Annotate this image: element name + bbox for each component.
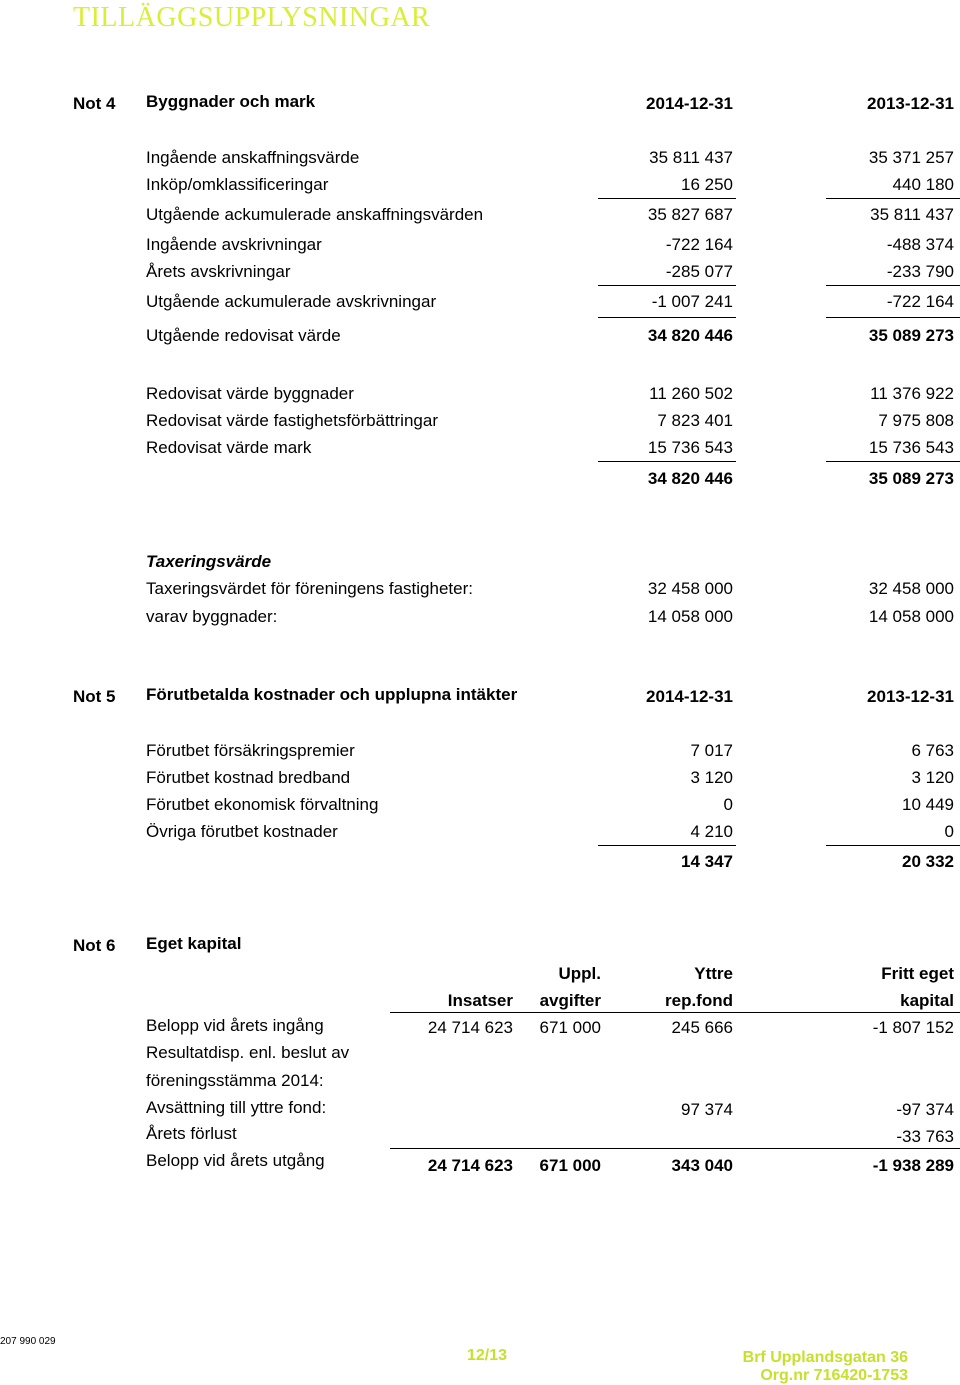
table-cell: 671 000 — [539, 1018, 601, 1037]
table-cell: 35 371 257 — [868, 148, 954, 167]
table-cell: 7 975 808 — [878, 411, 954, 430]
resdisp-line2: föreningsstämma 2014: — [146, 1071, 324, 1090]
divider — [826, 845, 960, 846]
divider — [598, 845, 736, 846]
table-cell: 11 376 922 — [870, 384, 954, 403]
table-cell: 671 000 — [539, 1156, 601, 1175]
yttre-header-line2: rep.fond — [665, 991, 733, 1010]
table-cell: 6 763 — [911, 741, 954, 760]
table-cell: 32 458 000 — [868, 579, 954, 598]
table-cell: 24 714 623 — [427, 1156, 513, 1175]
table-cell: 0 — [723, 795, 733, 814]
table-row-label: Förutbet ekonomisk förvaltning — [146, 795, 379, 814]
table-cell: -285 077 — [665, 262, 733, 281]
note5-total-2013: 20 332 — [902, 852, 954, 871]
divider — [598, 461, 736, 462]
tax-heading: Taxeringsvärde — [146, 552, 272, 571]
table-cell: 16 250 — [681, 175, 733, 194]
fritt-header-line1: Fritt eget — [881, 964, 954, 983]
table-cell: 32 458 000 — [647, 579, 733, 598]
table-row-label: Utgående redovisat värde — [146, 326, 341, 345]
table-cell: -488 374 — [886, 235, 954, 254]
note5-total-2014: 14 347 — [681, 852, 733, 871]
table-row-label: Övriga förutbet kostnader — [146, 822, 338, 841]
table-cell: 97 374 — [681, 1100, 733, 1119]
table-cell: -233 790 — [886, 262, 954, 281]
note4-col2-header: 2013-12-31 — [867, 94, 954, 113]
divider — [390, 1012, 960, 1013]
table-cell: 35 827 687 — [647, 205, 733, 224]
table-row-label: Belopp vid årets utgång — [146, 1151, 325, 1170]
table-cell: 15 736 543 — [868, 438, 954, 457]
table-row-label: Utgående ackumulerade anskaffningsvärden — [146, 205, 484, 224]
note4-col1-header: 2014-12-31 — [646, 94, 733, 113]
table-cell: -722 164 — [665, 235, 733, 254]
table-cell: 35 811 437 — [649, 148, 733, 167]
uppl-header-line2: avgifter — [539, 991, 601, 1010]
table-cell: 3 120 — [690, 768, 733, 787]
note4-heading: Byggnader och mark — [146, 92, 316, 111]
table-row-label: Avsättning till yttre fond: — [146, 1098, 327, 1117]
table-cell: 35 811 437 — [870, 205, 954, 224]
yttre-header-line1: Yttre — [694, 964, 733, 983]
org-name: Brf Upplandsgatan 36 — [742, 1349, 908, 1366]
table-cell: 34 820 446 — [647, 326, 733, 345]
divider — [826, 317, 960, 318]
divider — [598, 198, 736, 199]
table-cell: 11 260 502 — [649, 384, 733, 403]
note5-col1-header: 2014-12-31 — [646, 687, 733, 706]
note5-col2-header: 2013-12-31 — [867, 687, 954, 706]
table-row-label: varav byggnader: — [146, 607, 278, 626]
table-cell: 3 120 — [911, 768, 954, 787]
resdisp-line1: Resultatdisp. enl. beslut av — [146, 1043, 350, 1062]
table-row-label: Inköp/omklassificeringar — [146, 175, 329, 194]
note6-label: Not 6 — [73, 936, 116, 955]
page-title: TILLÄGGSUPPLYSNINGAR — [73, 2, 431, 33]
table-cell: -1 938 289 — [872, 1156, 954, 1175]
divider — [598, 285, 736, 286]
table-cell: 7 823 401 — [657, 411, 733, 430]
table-cell: -1 007 241 — [651, 292, 733, 311]
table-cell: 14 058 000 — [647, 607, 733, 626]
table-cell: 10 449 — [902, 795, 954, 814]
table-cell: 35 089 273 — [868, 326, 954, 345]
table-cell: 24 714 623 — [427, 1018, 513, 1037]
table-cell: 0 — [944, 822, 954, 841]
table-row-label: Förutbet försäkringspremier — [146, 741, 355, 760]
note4-label: Not 4 — [73, 94, 116, 113]
table-cell: 440 180 — [892, 175, 954, 194]
org-number: Org.nr 716420-1753 — [760, 1367, 908, 1384]
note5-label: Not 5 — [73, 687, 116, 706]
table-cell: -1 807 152 — [872, 1018, 954, 1037]
split-total-2013: 35 089 273 — [868, 469, 954, 488]
table-cell: 343 040 — [671, 1156, 733, 1175]
table-row-label: Taxeringsvärdet för föreningens fastigheter: — [146, 579, 473, 598]
note6-heading: Eget kapital — [146, 934, 242, 953]
divider — [598, 317, 736, 318]
table-cell: -722 164 — [886, 292, 954, 311]
fritt-header-line2: kapital — [900, 991, 954, 1010]
split-total-2014: 34 820 446 — [647, 469, 733, 488]
table-cell: 245 666 — [671, 1018, 733, 1037]
note5-heading: Förutbetalda kostnader och upplupna intäkter — [146, 685, 518, 704]
table-row-label: Ingående anskaffningsvärde — [146, 148, 360, 167]
divider — [390, 1148, 960, 1149]
table-row-label: Förutbet kostnad bredband — [146, 768, 351, 787]
table-row-label: Utgående ackumulerade avskrivningar — [146, 292, 437, 311]
divider — [826, 461, 960, 462]
divider — [826, 198, 960, 199]
uppl-header-line1: Uppl. — [558, 964, 601, 983]
page-number: 12/13 — [467, 1347, 508, 1364]
insatser-header: Insatser — [447, 991, 513, 1010]
table-cell: -97 374 — [896, 1100, 954, 1119]
table-row-label: Årets avskrivningar — [146, 262, 291, 281]
table-row-label: Belopp vid årets ingång — [146, 1016, 324, 1035]
table-cell: 14 058 000 — [868, 607, 954, 626]
table-row-label: Årets förlust — [146, 1124, 237, 1143]
table-row-label: Ingående avskrivningar — [146, 235, 322, 254]
table-cell: 4 210 — [690, 822, 733, 841]
divider — [826, 285, 960, 286]
table-cell: 7 017 — [690, 741, 733, 760]
table-row-label: Redovisat värde mark — [146, 438, 312, 457]
footer-code: 207 990 029 — [0, 1336, 56, 1347]
table-row-label: Redovisat värde byggnader — [146, 384, 354, 403]
table-row-label: Redovisat värde fastighetsförbättringar — [146, 411, 438, 430]
table-cell: -33 763 — [896, 1127, 954, 1146]
table-cell: 15 736 543 — [647, 438, 733, 457]
